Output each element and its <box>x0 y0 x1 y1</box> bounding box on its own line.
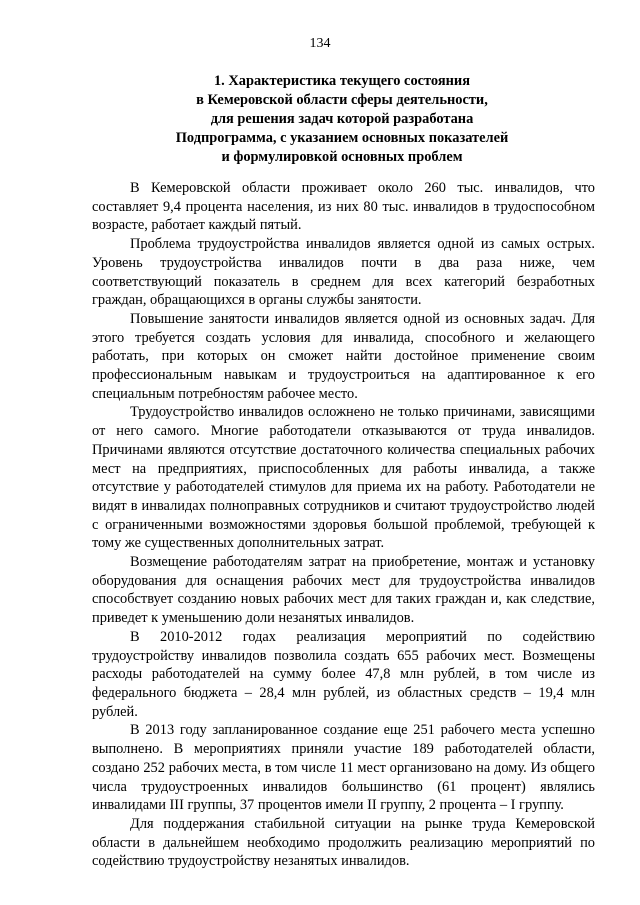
heading-line: в Кемеровской области сферы деятельности, <box>196 92 488 108</box>
paragraph: Проблема трудоустройства инвалидов является одной из самых острых. Уровень трудоустройства инвалидов почти в два раза ниже, чем соответствующий показатель в среднем для всех категорий безработных граждан, обращающихся в органы службы занятости. <box>92 236 595 309</box>
paragraph: В 2013 году запланированное создание еще 251 рабочего места успешно выполнено. В мероприятиях приняли участие 189 работодателей области, создано 252 рабочих места, в том числе 11 мест организовано на дому. Из общего числа трудоустроенных инвалидов большинство (61 процент) являлись инвалидами III группы, 37 процентов имели II группу, 2 процента – I группу. <box>92 722 595 814</box>
paragraph: Повышение занятости инвалидов является одной из основных задач. Для этого требуется создать условия для инвалида, способного и желающего работать, при которых он сможет найти достойное применение своим профессиональным навыкам и трудоустроиться на адаптированное к его специальным потребностям рабочее место. <box>92 310 595 402</box>
heading-line: Подпрограмма, с указанием основных показателей <box>175 130 509 146</box>
paragraph: Для поддержания стабильной ситуации на рынке труда Кемеровской области в дальнейшем необходимо продолжить реализацию мероприятий по содействию трудоустройству незанятых инвалидов. <box>92 815 595 870</box>
paragraph: В Кемеровской области проживает около 260 тыс. инвалидов, что составляет 9,4 процента населения, из них 80 тыс. инвалидов в трудоспособном возрасте, работает каждый пятый. <box>92 180 595 234</box>
heading-line: и формулировкой основных проблем <box>221 149 463 165</box>
heading-line: 1. Характеристика текущего состояния <box>213 73 470 89</box>
paragraph: В 2010-2012 годах реализация мероприятий по содействию трудоустройству инвалидов позволила создать 655 рабочих мест. Возмещены расходы работодателей на сумму более 47,8 млн рублей, в том числе из федерального бюджета – 28,4 млн рублей, из областных средств – 19,4 млн рублей. <box>92 628 595 720</box>
page-number: 134 <box>309 36 331 51</box>
body-text <box>92 179 595 871</box>
heading-line: для решения задач которой разработана <box>210 111 474 127</box>
paragraph: Возмещение работодателям затрат на приобретение, монтаж и установку оборудования для оснащения рабочих мест для трудоустройства инвалидов способствует созданию новых рабочих мест для таких граждан и, как следствие, приведет к уменьшению доли незанятых инвалидов. <box>92 554 595 627</box>
paragraph: Трудоустройство инвалидов осложнено не только причинами, зависящими от него самого. Многие работодатели отказываются от труда инвалидов. Причинами являются отсутствие достаточного количества специальных рабочих мест на предприятиях, приспособленных для работы инвалида, а также отсутствие у работодателей стимулов для приема их на работу. Работодатели не видят в инвалидах полноправных сотрудников и считают трудоустройство людей с ограниченными возможностями здоровья большой проблемой, требующей к тому же существенных дополнительных затрат. <box>92 404 595 552</box>
section-heading <box>92 72 592 167</box>
